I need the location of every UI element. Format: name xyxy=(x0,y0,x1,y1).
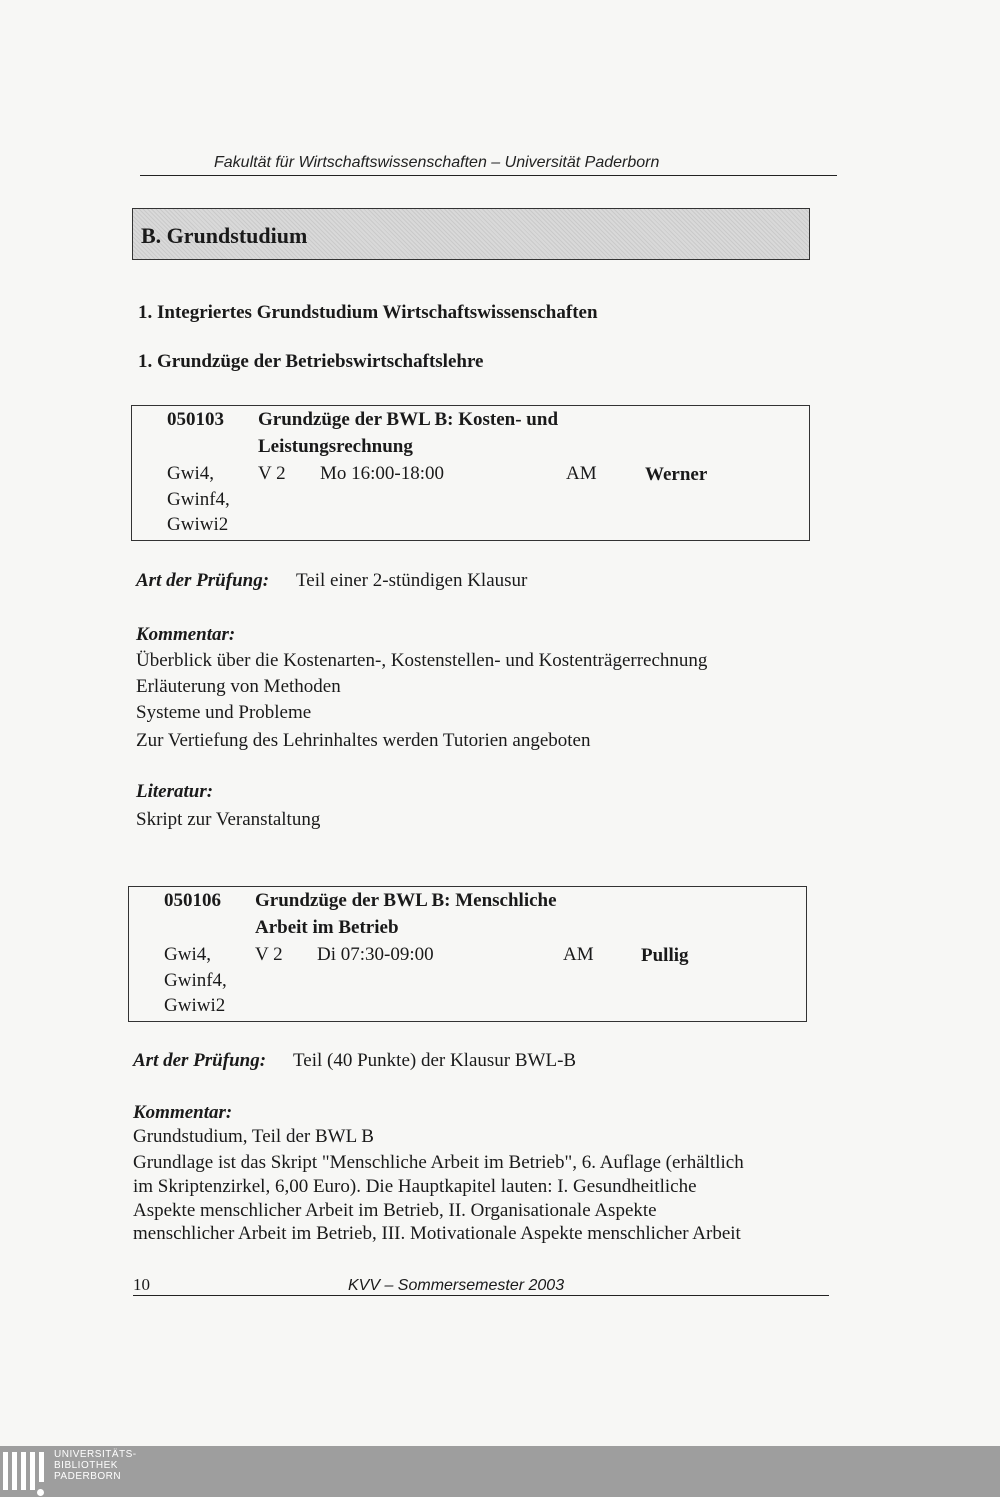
library-logo-line: PADERBORN xyxy=(54,1471,122,1482)
header-rule xyxy=(140,175,837,176)
course-number: 050106 xyxy=(164,890,221,911)
logo-dot-icon xyxy=(37,1489,44,1496)
comment-line: Zur Vertiefung des Lehrinhaltes werden Tutorien angeboten xyxy=(136,730,591,751)
course-time: Di 07:30-09:00 xyxy=(317,944,434,965)
course-program: Gwiwi2 xyxy=(167,514,229,535)
course-room: AM xyxy=(566,463,597,484)
course-title-line2: Arbeit im Betrieb xyxy=(255,917,399,938)
comment-line: Systeme und Probleme xyxy=(136,702,312,723)
course-program: Gwinf4, xyxy=(164,970,227,991)
library-logo-line: BIBLIOTHEK xyxy=(54,1460,118,1471)
comment-line: menschlicher Arbeit im Betrieb, III. Motivationale Aspekte menschlicher Arbeit xyxy=(133,1223,741,1244)
comment-line: Grundstudium, Teil der BWL B xyxy=(133,1126,374,1147)
logo-stripe xyxy=(30,1452,35,1490)
exam-text: Teil (40 Punkte) der Klausur BWL-B xyxy=(293,1050,577,1071)
exam-text: Teil einer 2-stündigen Klausur xyxy=(296,570,528,591)
comment-line: Überblick über die Kostenarten-, Kostenstellen- und Kostenträgerrechnung xyxy=(136,650,708,671)
logo-stripe xyxy=(3,1452,8,1490)
logo-stripe xyxy=(12,1452,17,1490)
course-lecturer: Werner xyxy=(645,464,708,485)
course-number: 050103 xyxy=(167,409,224,430)
logo-stripe xyxy=(21,1452,26,1490)
literature-text: Skript zur Veranstaltung xyxy=(136,809,321,830)
course-program: Gwinf4, xyxy=(167,489,230,510)
course-program: Gwiwi2 xyxy=(164,995,226,1016)
exam-label: Art der Prüfung: xyxy=(136,570,270,591)
comment-line: im Skriptenzirkel, 6,00 Euro). Die Hauptkapitel lauten: I. Gesundheitliche xyxy=(133,1176,697,1197)
course-lecturer: Pullig xyxy=(641,945,689,966)
course-type: V 2 xyxy=(258,463,286,484)
comment-label: Kommentar: xyxy=(136,624,236,645)
comment-line: Aspekte menschlicher Arbeit im Betrieb, II. Organisationale Aspekte xyxy=(133,1200,657,1221)
section-banner xyxy=(132,208,810,260)
course-type: V 2 xyxy=(255,944,283,965)
subheading-program: 1. Integriertes Grundstudium Wirtschaftswissenschaften xyxy=(138,302,598,323)
course-time: Mo 16:00-18:00 xyxy=(320,463,445,484)
course-title-line1: Grundzüge der BWL B: Menschliche xyxy=(255,890,557,911)
comment-line: Grundlage ist das Skript "Menschliche Arbeit im Betrieb", 6. Auflage (erhältlich xyxy=(133,1152,744,1173)
library-logo-line: UNIVERSITÄTS- xyxy=(54,1449,137,1460)
course-title-line2: Leistungsrechnung xyxy=(258,436,413,457)
footer-text: KVV – Sommersemester 2003 xyxy=(348,1277,565,1294)
course-program: Gwi4, xyxy=(167,463,214,484)
subheading-subject: 1. Grundzüge der Betriebswirtschaftslehre xyxy=(138,351,484,372)
library-logo-bar xyxy=(0,1446,1000,1497)
course-box xyxy=(131,405,810,541)
course-box xyxy=(128,886,807,1022)
comment-line: Erläuterung von Methoden xyxy=(136,676,341,697)
running-header: Fakultät für Wirtschaftswissenschaften – Universität Paderborn xyxy=(214,154,660,171)
section-title: B. Grundstudium xyxy=(141,223,308,248)
comment-label: Kommentar: xyxy=(133,1102,233,1123)
logo-stripe xyxy=(39,1452,44,1482)
exam-label: Art der Prüfung: xyxy=(133,1050,267,1071)
footer-rule xyxy=(133,1295,829,1296)
page-number: 10 xyxy=(133,1275,150,1294)
literature-label: Literatur: xyxy=(136,781,214,802)
course-program: Gwi4, xyxy=(164,944,211,965)
course-room: AM xyxy=(563,944,594,965)
course-title-line1: Grundzüge der BWL B: Kosten- und xyxy=(258,409,559,430)
